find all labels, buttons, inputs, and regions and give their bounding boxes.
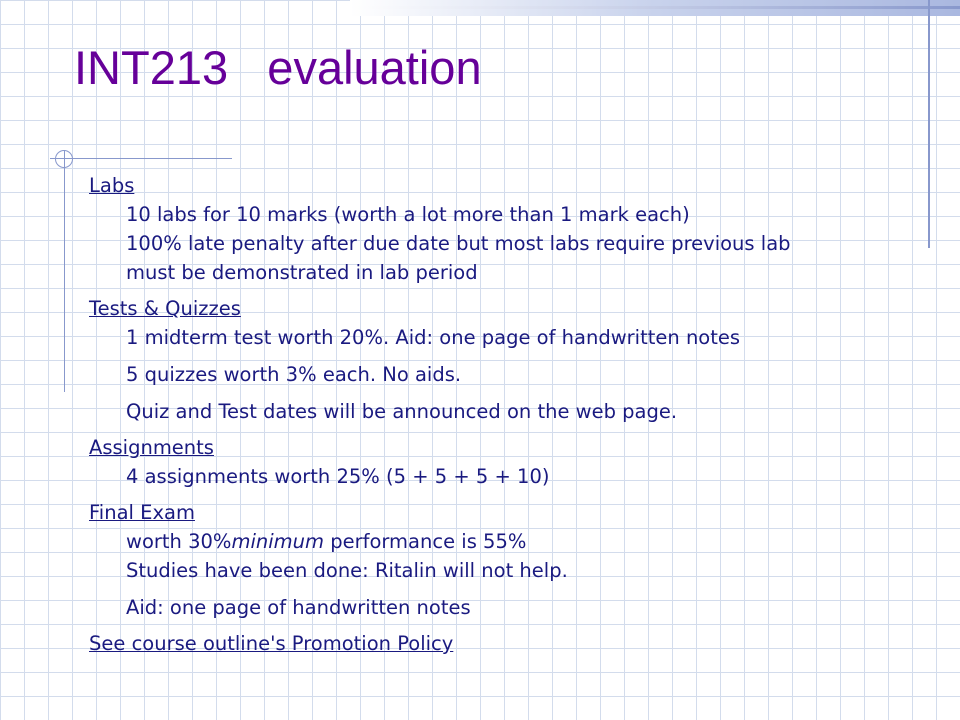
- slide-title: INT213 evaluation: [74, 41, 482, 94]
- final-exam-weight: worth 30%: [126, 530, 232, 553]
- section-heading-labs[interactable]: Labs: [89, 174, 135, 197]
- final-exam-line-3: Aid: one page of handwritten notes: [126, 596, 471, 619]
- curl-ornament-icon: [55, 150, 73, 168]
- final-exam-performance: performance is 55%: [324, 530, 527, 553]
- title-underline-rule: [50, 158, 232, 159]
- section-footer: [89, 629, 939, 658]
- section-heading-tests-quizzes[interactable]: Tests & Quizzes: [89, 297, 241, 320]
- top-decorative-band: [350, 0, 960, 16]
- section-heading-assignments[interactable]: Assignments: [89, 436, 214, 459]
- final-exam-line-2: Studies have been done: Ritalin will not help.: [126, 559, 568, 582]
- final-exam-line-1: [89, 527, 939, 556]
- section-assignments: [89, 433, 939, 491]
- labs-line-2: 100% late penalty after due date but most labs require previous lab: [126, 232, 791, 255]
- labs-line-1: 10 labs for 10 marks (worth a lot more than 1 mark each): [126, 203, 690, 226]
- labs-line-3: must be demonstrated in lab period: [126, 261, 478, 284]
- slide-body: [89, 171, 939, 665]
- tests-line-3: Quiz and Test dates will be announced on the web page.: [126, 400, 678, 423]
- section-heading-final-exam[interactable]: Final Exam: [89, 501, 195, 524]
- tests-line-1: 1 midterm test worth 20%. Aid: one page of handwritten notes: [126, 326, 741, 349]
- assignments-line-1: 4 assignments worth 25% (5 + 5 + 5 + 10): [126, 465, 550, 488]
- section-final-exam: [89, 498, 939, 622]
- section-tests-quizzes: [89, 294, 939, 426]
- left-decorative-rule: [64, 150, 65, 392]
- promotion-policy-link[interactable]: See course outline's Promotion Policy: [89, 632, 454, 655]
- section-labs: [89, 171, 939, 287]
- tests-line-2: 5 quizzes worth 3% each. No aids.: [126, 363, 462, 386]
- final-exam-minimum-emphasis: minimum: [231, 530, 324, 553]
